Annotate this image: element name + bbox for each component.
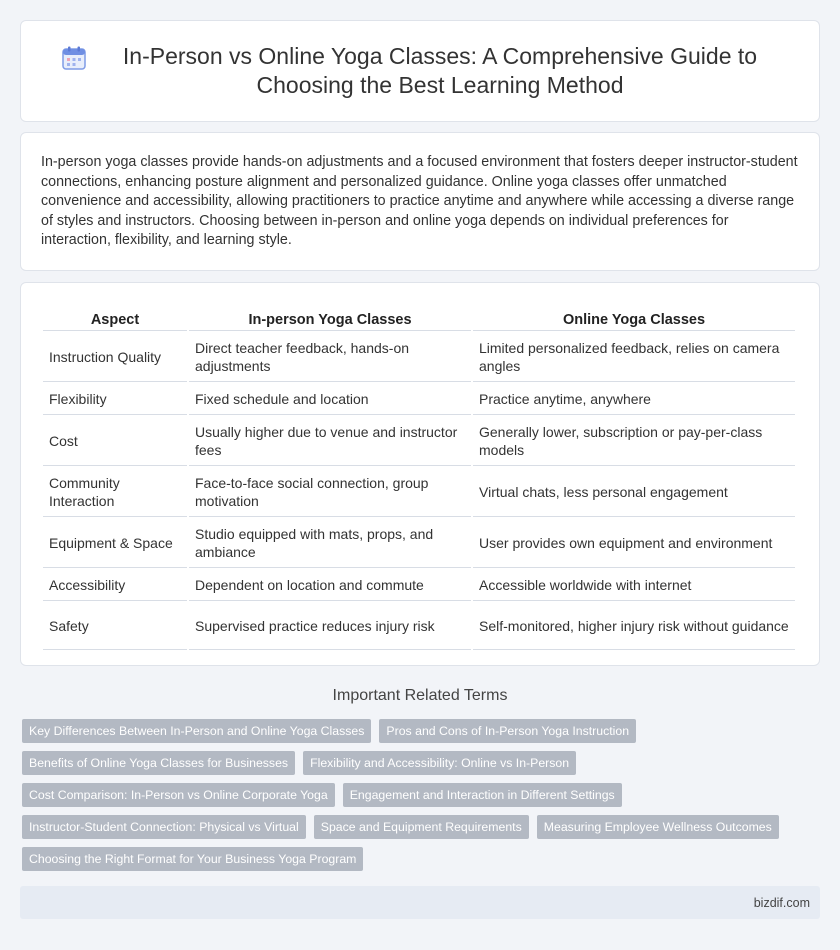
column-header-aspect: Aspect — [43, 307, 187, 331]
column-header-online: Online Yoga Classes — [473, 307, 795, 331]
related-term-tag[interactable]: Space and Equipment Requirements — [314, 815, 529, 839]
related-terms-list — [22, 719, 802, 871]
related-term-tag[interactable]: Instructor-Student Connection: Physical vs Virtual — [22, 815, 306, 839]
related-term-tag[interactable]: Pros and Cons of In-Person Yoga Instruction — [379, 719, 636, 743]
table-row — [43, 468, 795, 517]
related-term-tag[interactable]: Choosing the Right Format for Your Business Yoga Program — [22, 847, 363, 871]
table-cell: Flexibility — [43, 384, 187, 415]
table-cell: Dependent on location and commute — [189, 570, 471, 601]
page-title: In-Person vs Online Yoga Classes: A Comprehensive Guide to Choosing the Best Learning Method — [122, 43, 758, 98]
table-cell: Limited personalized feedback, relies on camera angles — [473, 333, 795, 382]
column-header-in-person: In-person Yoga Classes — [189, 307, 471, 331]
table-cell: User provides own equipment and environment — [473, 519, 795, 568]
table-cell: Studio equipped with mats, props, and ambiance — [189, 519, 471, 568]
table-cell: Virtual chats, less personal engagement — [473, 468, 795, 517]
table-row — [43, 519, 795, 568]
table-cell: Equipment & Space — [43, 519, 187, 568]
table-cell: Self-monitored, higher injury risk without guidance — [473, 603, 795, 650]
table-cell: Instruction Quality — [43, 333, 187, 382]
table-cell: Supervised practice reduces injury risk — [189, 603, 471, 650]
table-header-row — [43, 307, 795, 331]
related-term-tag[interactable]: Key Differences Between In-Person and Online Yoga Classes — [22, 719, 371, 743]
footer-site-link[interactable]: bizdif.com — [753, 895, 810, 910]
footer-bar — [20, 886, 820, 919]
table-row — [43, 570, 795, 601]
table-row — [43, 603, 795, 650]
table-cell: Cost — [43, 417, 187, 466]
table-cell: Face-to-face social connection, group motivation — [189, 468, 471, 517]
table-row — [43, 417, 795, 466]
comparison-table — [41, 305, 797, 652]
table-cell: Practice anytime, anywhere — [473, 384, 795, 415]
related-term-tag[interactable]: Benefits of Online Yoga Classes for Businesses — [22, 751, 295, 775]
intro-card — [20, 132, 820, 271]
related-terms-heading: Important Related Terms — [332, 687, 508, 704]
table-row — [43, 333, 795, 382]
table-cell: Community Interaction — [43, 468, 187, 517]
table-cell: Generally lower, subscription or pay-per-class models — [473, 417, 795, 466]
calendar-icon — [61, 45, 87, 71]
table-cell: Fixed schedule and location — [189, 384, 471, 415]
table-cell: Accessibility — [43, 570, 187, 601]
intro-paragraph: In-person yoga classes provide hands-on adjustments and a focused environment that fosters deeper instructor-student connections, enhancing posture alignment and personalized guidance. Online yoga classes offer unmatched convenience and accessibility, allowing practitioners to practice anytime and anywhere while accessing a diverse range of styles and instructors. Choosing between in-person and online yoga depends on individual preferences for interaction, flexibility, and learning style. — [41, 154, 798, 248]
related-term-tag[interactable]: Flexibility and Accessibility: Online vs In-Person — [303, 751, 576, 775]
table-cell: Accessible worldwide with internet — [473, 570, 795, 601]
comparison-card — [20, 282, 820, 666]
table-row — [43, 384, 795, 415]
table-cell: Usually higher due to venue and instructor fees — [189, 417, 471, 466]
table-cell: Safety — [43, 603, 187, 650]
related-term-tag[interactable]: Measuring Employee Wellness Outcomes — [537, 815, 779, 839]
header-card — [20, 20, 820, 122]
table-cell: Direct teacher feedback, hands-on adjustments — [189, 333, 471, 382]
related-term-tag[interactable]: Cost Comparison: In-Person vs Online Corporate Yoga — [22, 783, 335, 807]
related-term-tag[interactable]: Engagement and Interaction in Different Settings — [343, 783, 622, 807]
